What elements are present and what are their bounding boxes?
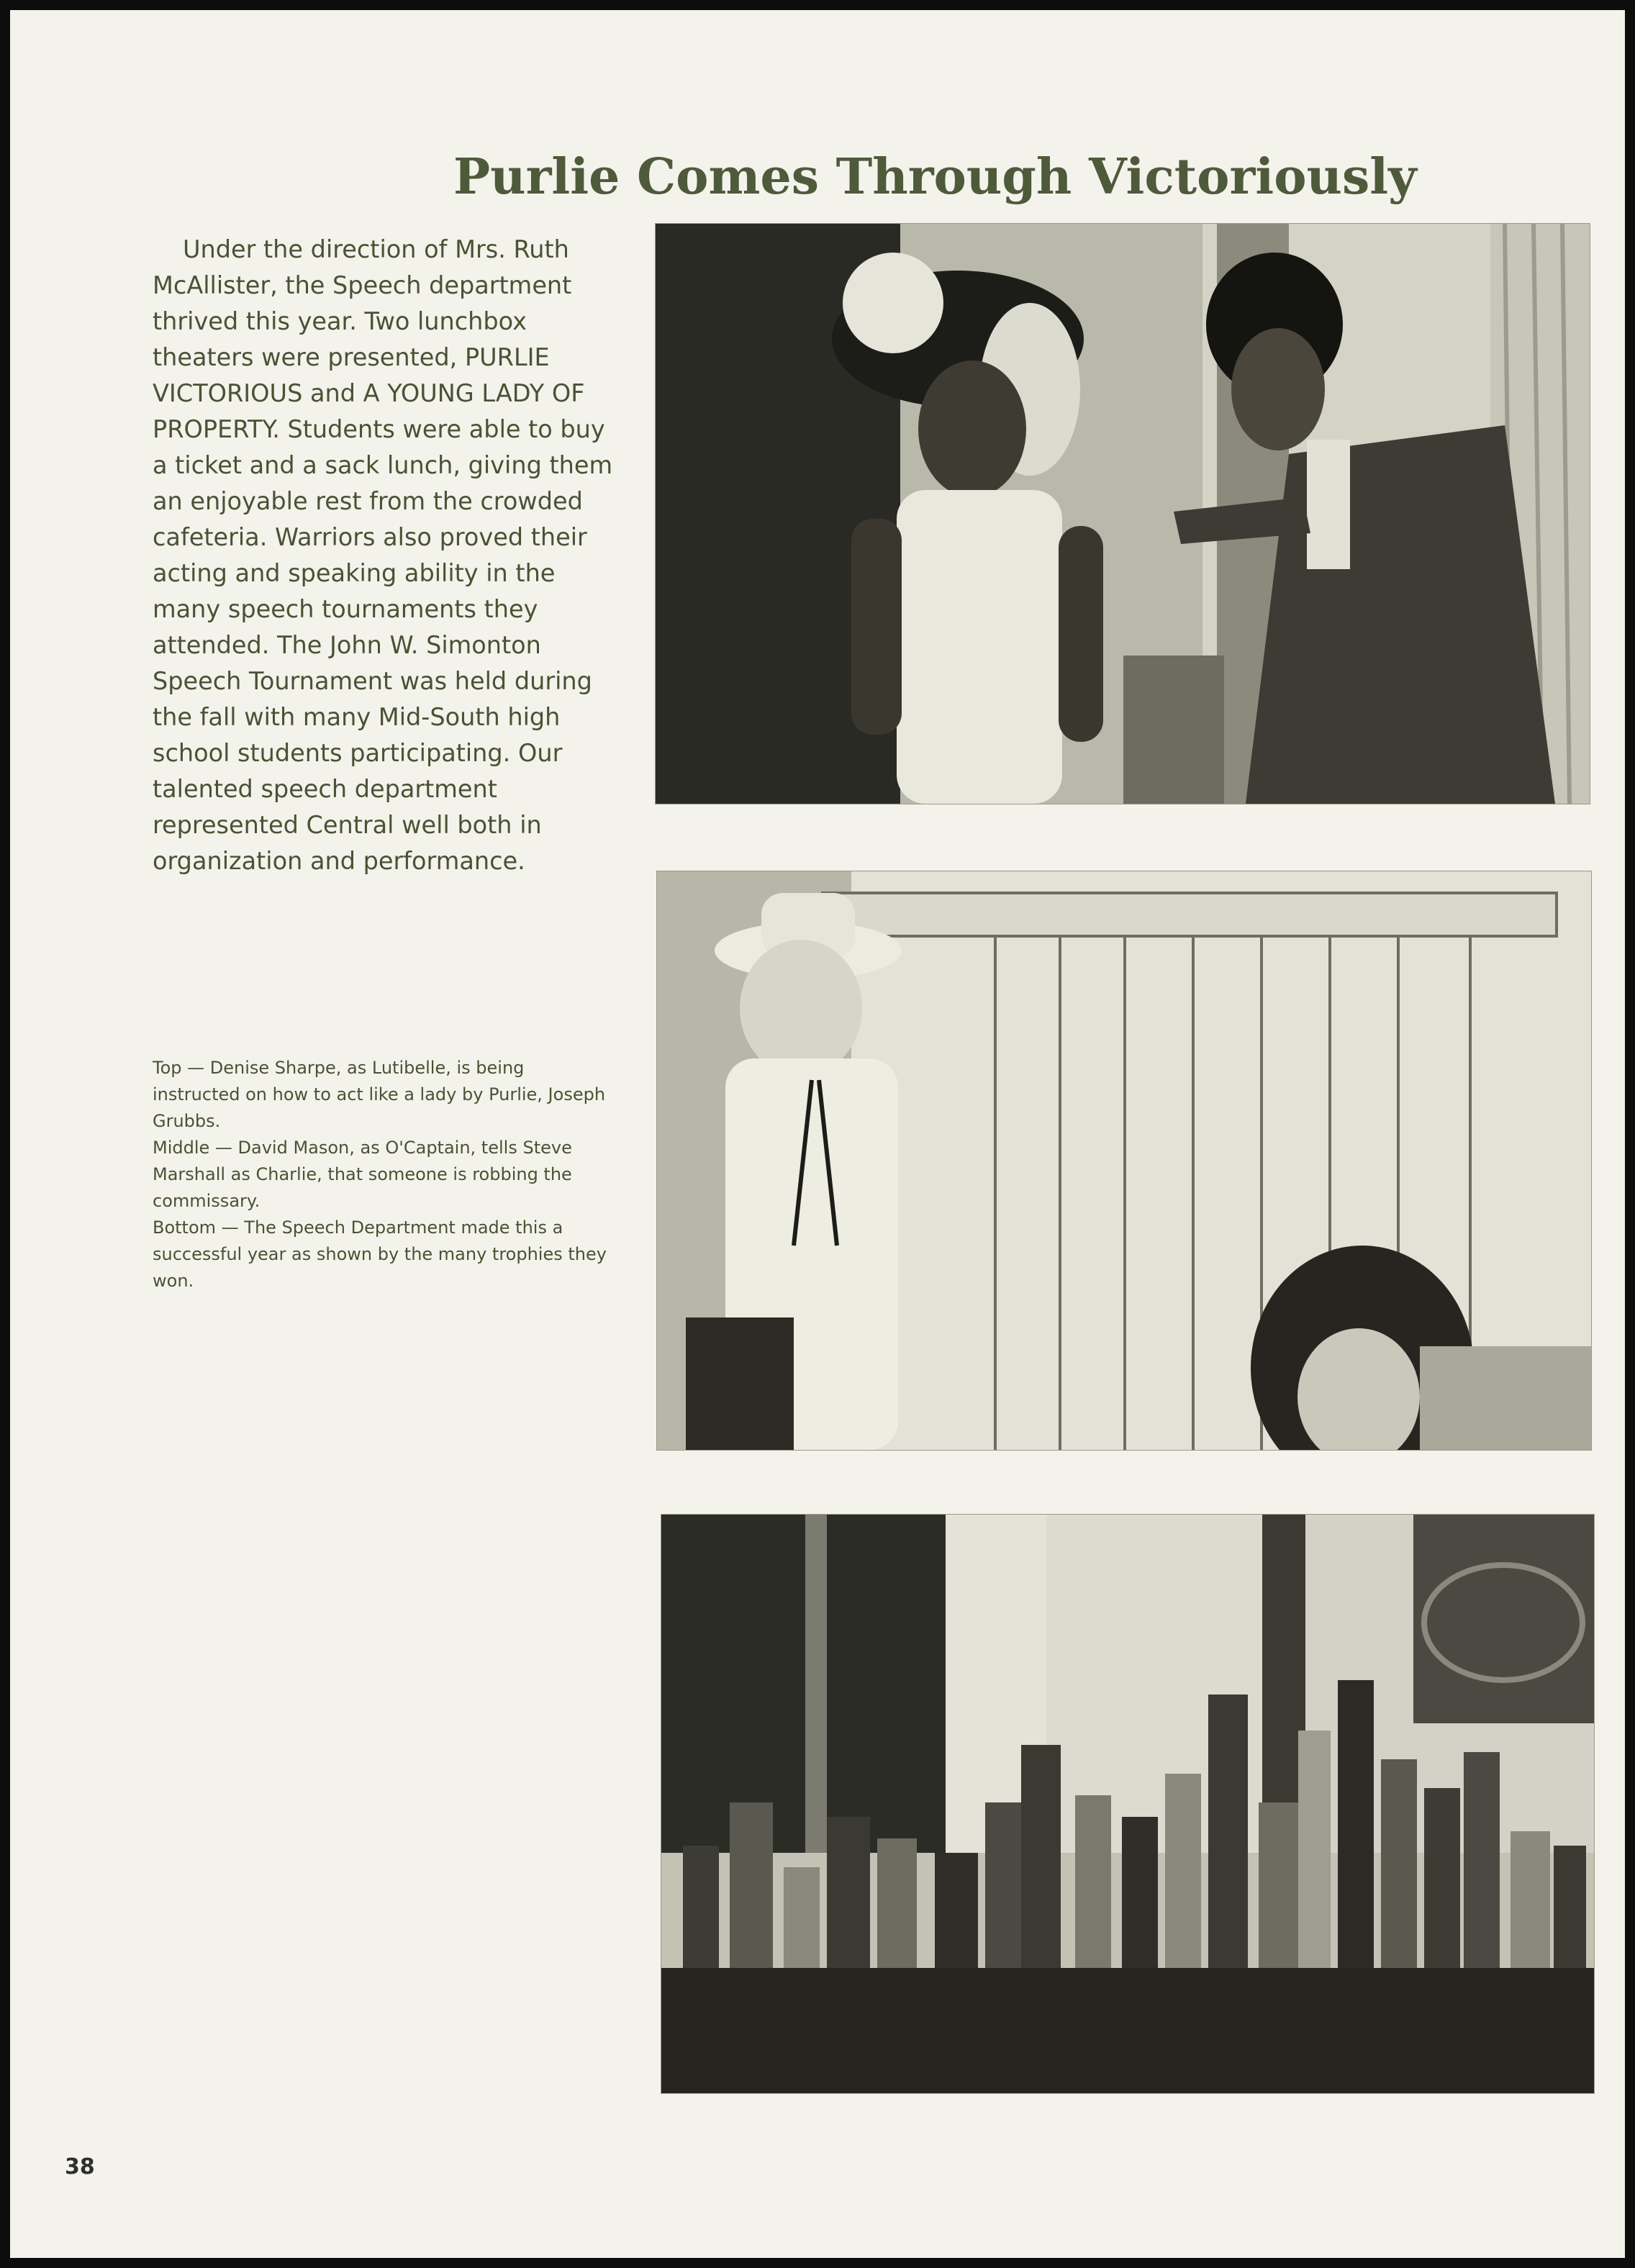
article-paragraph: Under the direction of Mrs. Ruth McAllister, the Speech department thrived this year. Two lunchbox theaters were presented, PURLIE VICTORIOUS and A YOUNG LADY OF PROPERTY. Students were able to buy a ticket and a sack lunch, giving them an enjoyable rest from the crowded cafeteria. Warriors also proved their acting and speaking ability in the many speech tournaments they attended. The John W. Simonton Speech Tournament was held during the fall with many Mid-South high school students participating. Our talented speech department represented Central well both in organization and performance.: [153, 235, 613, 875]
photo-bottom-trophies: [661, 1514, 1595, 2094]
yearbook-page: [10, 10, 1625, 2258]
page-title: Purlie Comes Through Victoriously: [453, 148, 1417, 206]
photo-top-stage-scene: [655, 223, 1590, 804]
caption-bottom: Bottom — The Speech Department made this a successful year as shown by the many trophies they won.: [153, 1217, 607, 1291]
photo-middle-stage-scene: [656, 871, 1592, 1451]
photo-middle-image: [657, 871, 1591, 1450]
photo-captions: [153, 1055, 613, 1294]
article-body: [153, 232, 613, 879]
photo-top-image: [656, 224, 1590, 804]
caption-middle: Middle — David Mason, as O'Captain, tells Steve Marshall as Charlie, that someone is robbing the commissary.: [153, 1138, 572, 1211]
caption-top: Top — Denise Sharpe, as Lutibelle, is being instructed on how to act like a lady by Purlie, Joseph Grubbs.: [153, 1058, 606, 1131]
photo-bottom-image: [661, 1515, 1594, 2093]
page-number: 38: [65, 2154, 95, 2179]
